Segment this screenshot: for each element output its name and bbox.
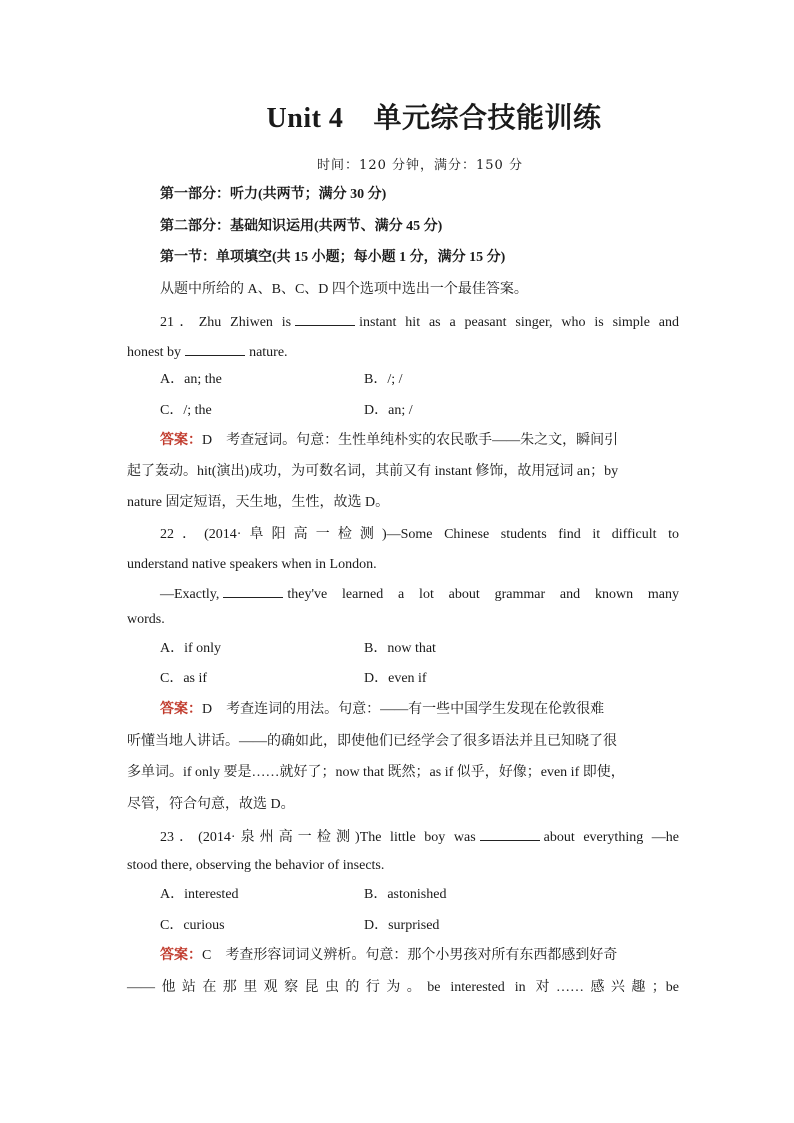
q23-answer-line2: ——他站在那里观察昆虫的行为。be interested in 对……感兴趣；be [127, 980, 679, 995]
q22-option-d: D．even if [364, 671, 427, 686]
q21-options-row2 [160, 402, 679, 420]
part2-heading: 第二部分：基础知识运用(共两节、满分 45 分) [160, 219, 443, 234]
q22-line3: —Exactly, they've learned a lot about grammar and known many [160, 584, 679, 604]
part1-heading: 第一部分：听力(共两节；满分 30 分) [160, 187, 387, 202]
section1-heading: 第一节：单项填空(共 15 小题；每小题 1 分，满分 15 分) [160, 250, 506, 265]
answer-blank [185, 342, 245, 356]
q21-line1: 21．Zhu Zhiwen is instant hit as a peasant singer, who is simple and [160, 312, 679, 332]
q22-option-b: B．now that [364, 641, 436, 656]
q23-options-row1 [160, 886, 679, 904]
q21-options-row1 [160, 371, 679, 389]
time-score-info: 时间：120 分钟，满分：150 分 [317, 158, 523, 173]
q23-option-d: D．surprised [364, 918, 440, 933]
answer-blank [223, 584, 283, 598]
unit-label: Unit 4 [266, 103, 344, 134]
q21-option-c: C．/; the [160, 403, 212, 418]
instruction-text: 从题中所给的 A、B、C、D 四个选项中选出一个最佳答案。 [160, 282, 528, 297]
q23-line1: 23．(2014·泉州高一检测)The little boy was about everything —he [160, 827, 679, 847]
q21-answer-line1: 答案：D 考查冠词。句意：生性单纯朴实的农民歌手——朱之文，瞬间引 [160, 433, 619, 448]
q22-answer-line2: 听懂当地人讲话。——的确如此，即使他们已经学会了很多语法并且已知晓了很 [127, 734, 617, 749]
answer-label: 答案： [160, 948, 202, 963]
q22-option-a: A．if only [160, 641, 222, 656]
q22-answer-line1: 答案：D 考查连词的用法。句意：——有一些中国学生发现在伦敦很难 [160, 702, 605, 717]
q21-option-a: A．an; the [160, 372, 222, 387]
answer-blank [295, 312, 355, 326]
answer-label: 答案： [160, 702, 202, 717]
q21-option-d: D．an; / [364, 403, 413, 418]
unit-title: 单元综合技能训练 [373, 103, 602, 134]
q22-line1: 22．(2014·阜阳高一检测)—Some Chinese students find it difficult to [160, 527, 679, 542]
q21-option-b: B．/; / [364, 372, 403, 387]
q23-option-c: C．curious [160, 918, 225, 933]
q22-answer-line3: 多单词。if only 要是……就好了；now that 既然；as if 似乎，好像；even if 即使， [127, 765, 625, 780]
q23-options-row2 [160, 917, 679, 935]
q23-option-b: B．astonished [364, 887, 447, 902]
q22-options-row2 [160, 670, 679, 688]
q22-line4: words. [127, 612, 165, 627]
q21-answer-line3: nature 固定短语，天生地，生性，故选 D。 [127, 495, 390, 510]
q23-line2: stood there, observing the behavior of insects. [127, 858, 385, 873]
q22-answer-line4: 尽管，符合句意，故选 D。 [127, 797, 295, 812]
answer-blank [480, 827, 540, 841]
q23-answer-line1: 答案：C 考查形容词词义辨析。句意：那个小男孩对所有东西都感到好奇 [160, 948, 618, 963]
q23-option-a: A．interested [160, 887, 239, 902]
page-title [0, 96, 794, 136]
answer-label: 答案： [160, 433, 202, 448]
q21-answer-line2: 起了轰动。hit(演出)成功，为可数名词，其前又有 instant 修饰，故用冠词 an；by [127, 464, 619, 479]
q22-line2: understand native speakers when in London. [127, 557, 377, 572]
q22-option-c: C．as if [160, 671, 208, 686]
q21-line2: honest by nature. [127, 342, 679, 362]
q22-options-row1 [160, 640, 679, 658]
